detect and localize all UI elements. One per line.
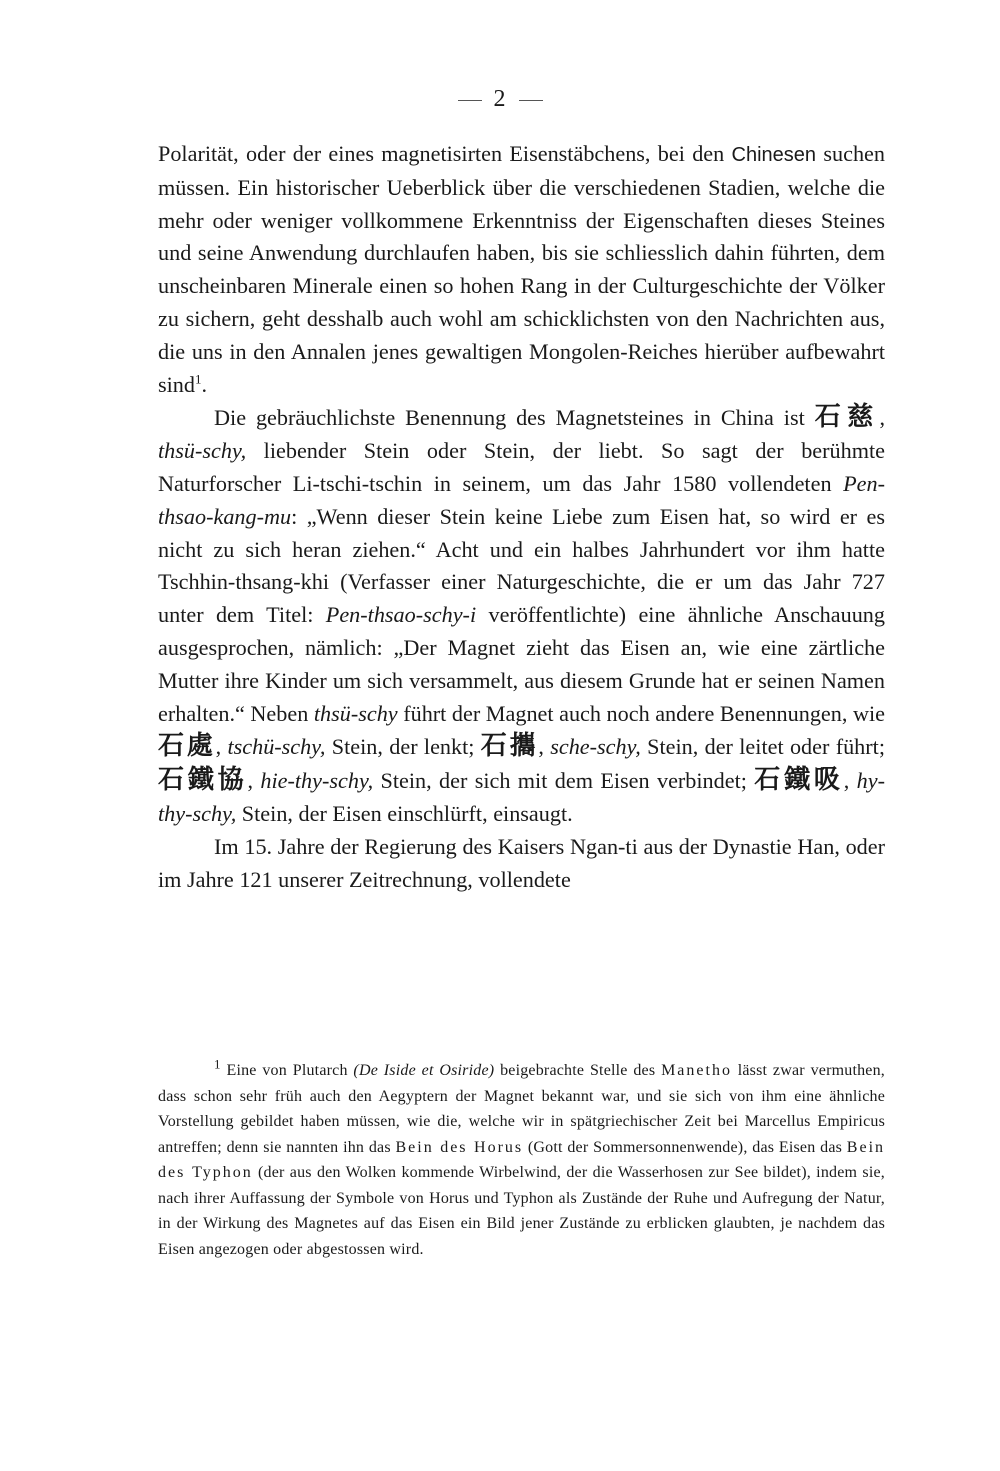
chinese-characters: 石鐵協 <box>158 765 248 796</box>
page-number <box>0 86 1000 113</box>
romanization: sche-schy, <box>550 734 641 760</box>
spaced-name: Manetho <box>661 1062 732 1079</box>
chinese-characters: 石慈 <box>814 402 880 433</box>
text-span: , <box>247 768 261 794</box>
spaced-name: Bein des Horus <box>395 1138 524 1156</box>
text-span: (der aus den Wolken kommende Wirbelwind, der die Wasserhosen zur See bildet), indem sie, nach ihrer Auffassung der Symbole von Horus und Typhon als Zustände der Ruhe und Aufregung der Natur, in der Wirkung des Magnetes auf das Eisen ein Bild jener Zustände zu erblicken glaubten, je nachdem das Eisen angezogen oder abgestossen wird. <box>158 1164 885 1258</box>
text-span: , <box>215 734 228 760</box>
chinese-characters: 石鐵吸 <box>754 765 844 796</box>
text-span: beigebrachte Stelle des <box>494 1062 662 1079</box>
page-number-value: 2 <box>493 86 507 112</box>
chinesen-word: Chinesen <box>731 144 817 166</box>
paragraph-3 <box>158 831 885 897</box>
text-span: lässt zwar vermuthen, dass schon sehr früh auch den Aegyptern der Magnet bekannt war, und sie sich von ihm eine ähnliche Vorstellung gebildet haben müssen, wie die, welche wir in spätgriechischer Zeit bei Marcellus Empiricus antreffen; denn sie nannten ihn das <box>158 1062 885 1156</box>
text-span: veröffentlichte) eine ähnliche Anschauung ausgesprochen, nämlich: „Der Magnet zieht das Eisen an, wie eine zärtliche Mutter ihre Kinder um sich versammelt, aus diesem Grunde hat er seinen Namen erhalten.“ Neben <box>158 602 885 726</box>
text-span: , <box>879 405 885 431</box>
book-title: Pen-thsao-kang-mu <box>158 470 885 529</box>
chinese-characters: 石攜 <box>480 731 539 762</box>
text-span: liebender Stein oder Stein, der liebt. So sagt der berühmte Naturforscher Li-tschi-tschin in seinem, um das Jahr 1580 vollendeten <box>158 438 885 496</box>
main-text <box>158 138 885 896</box>
footnote-ref: 1 <box>195 371 202 387</box>
text-span: Polarität, oder der eines magnetisirten Eisenstäbchens, bei den <box>158 141 732 166</box>
text-span: Im 15. Jahre der Regierung des Kaisers Ngan-ti aus der Dynastie Han, oder im Jahre 121 unserer Zeitrechnung, vollendete <box>158 833 885 892</box>
footnote-marker: 1 <box>214 1056 221 1072</box>
chinese-characters: 石處 <box>158 731 216 762</box>
paragraph-1 <box>158 138 885 401</box>
text-span: Stein, der lenkt; <box>325 734 481 760</box>
dash-left <box>458 100 482 101</box>
text-span: . <box>201 371 208 397</box>
text-span: (Gott der Sommersonnenwende), das Eisen das <box>523 1138 847 1156</box>
text-span: suchen müssen. Ein historischer Ueberblick über die verschiedenen Stadien, welche die mehr oder weniger vollkommene Erkenntniss der Eigenschaften dieses Steines und seine Anwendung durchlaufen haben, bis sie schliesslich dahin führten, dem unscheinbaren Minerale einen so hohen Rang in der Culturgeschichte der Völker zu sichern, geht desshalb auch wohl am schicklichsten von den Nachrichten aus, die uns in den Annalen jenes gewaltigen Mongolen-Reiches hierüber aufbewahrt sind <box>158 141 885 397</box>
romanization: thsü-schy <box>313 700 398 726</box>
text-span: , <box>538 734 551 760</box>
text-span: : „Wenn dieser Stein keine Liebe zum Eisen hat, so wird er es nicht zu sich heran ziehen.“ Acht und ein halbes Jahrhundert vor ihm hatte Tschhin-thsang-khi (Verfasser einer Naturgeschichte, die er um das Jahr 727 unter dem Titel: <box>158 503 885 628</box>
text-span: Stein, der leitet oder führt; <box>640 734 885 760</box>
spaced-name: Bein des Typhon <box>158 1138 886 1181</box>
romanization: hy-thy-schy, <box>158 768 886 826</box>
paragraph-2 <box>158 401 885 830</box>
dash-right <box>519 100 543 101</box>
romanization: tschü-schy, <box>227 734 326 760</box>
romanization: hie-thy-schy, <box>260 768 374 794</box>
text-span: Stein, der Eisen einschlürft, einsaugt. <box>236 800 573 826</box>
text-span: Die gebräuchlichste Benennung des Magnetsteines in China ist <box>214 405 815 431</box>
footnote-text <box>158 1058 885 1262</box>
text-span: , <box>843 768 857 794</box>
book-title: (De Iside et Osiride) <box>353 1062 495 1079</box>
footnote <box>158 1058 885 1262</box>
book-title: Pen-thsao-schy-i <box>325 602 477 628</box>
romanization: thsü-schy, <box>158 438 247 464</box>
text-span: führt der Magnet auch noch andere Benennungen, wie <box>397 700 886 726</box>
text-span: Eine von Plutarch <box>220 1062 354 1079</box>
text-span: Stein, der sich mit dem Eisen verbindet; <box>373 768 755 794</box>
